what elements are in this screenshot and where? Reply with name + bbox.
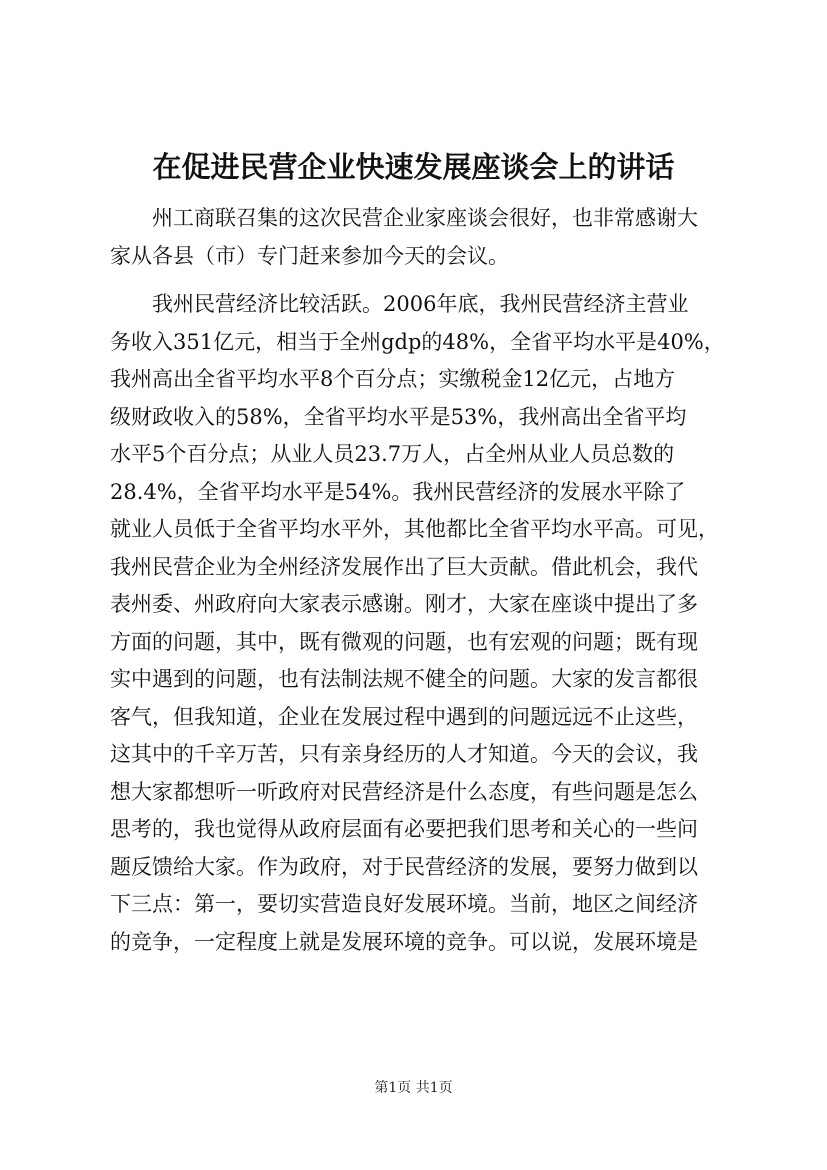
text-line: 表州委、州政府向大家表示感谢。刚才，大家在座谈中提出了多 [110, 592, 698, 616]
text-line: 家从各县（市）专门赶来参加今天的会议。 [110, 243, 509, 268]
document-body [110, 200, 750, 961]
text-line: 实中遇到的问题，也有法制法规不健全的问题。大家的发言都很 [110, 667, 698, 691]
page-footer: 第1页 共1页 [374, 1080, 453, 1096]
text-line: 这其中的千辛万苦，只有亲身经历的人才知道。今天的会议，我 [110, 742, 698, 766]
text-line: 客气，但我知道，企业在发展过程中遇到的问题远远不止这些， [110, 704, 698, 729]
text-line: 下三点：第一，要切实营造良好发展环境。当前，地区之间经济 [110, 892, 698, 916]
text-line: 级财政收入的58%，全省平均水平是53%，我州高出全省平均 [110, 404, 687, 429]
text-line: 28.4%，全省平均水平是54%。我州民营经济的发展水平除了 [110, 479, 686, 504]
text-line: 题反馈给大家。作为政府，对于民营经济的发展，要努力做到以 [110, 854, 698, 879]
paragraph-2 [110, 286, 750, 961]
text-line: 的竞争，一定程度上就是发展环境的竞争。可以说，发展环境是 [110, 929, 698, 954]
text-line: 我州高出全省平均水平8个百分点；实缴税金12亿元，占地方 [110, 367, 676, 391]
text-line: 水平5个百分点；从业人员23.7万人，占全州从业人员总数的 [110, 442, 675, 466]
text-line: 就业人员低于全省平均水平外，其他都比全省平均水平高。可见， [110, 517, 719, 541]
text-line: 思考的，我也觉得从政府层面有必要把我们思考和关心的一些问 [110, 817, 698, 841]
document-title: 在促进民营企业快速发展座谈会上的讲话 [152, 150, 675, 184]
text-line: 方面的问题，其中，既有微观的问题，也有宏观的问题；既有现 [110, 629, 698, 654]
text-line: 务收入351亿元，相当于全州gdp的48%，全省平均水平是40%， [110, 329, 725, 354]
text-line: 我州民营企业为全州经济发展作出了巨大贡献。借此机会，我代 [110, 554, 698, 579]
text-line: 州工商联召集的这次民营企业家座谈会很好，也非常感谢大 [152, 206, 698, 230]
text-line: 想大家都想听一听政府对民营经济是什么态度，有些问题是怎么 [110, 779, 698, 804]
paragraph-1 [110, 200, 750, 275]
text-line: 我州民营经济比较活跃。2006年底，我州民营经济主营业 [152, 292, 689, 316]
